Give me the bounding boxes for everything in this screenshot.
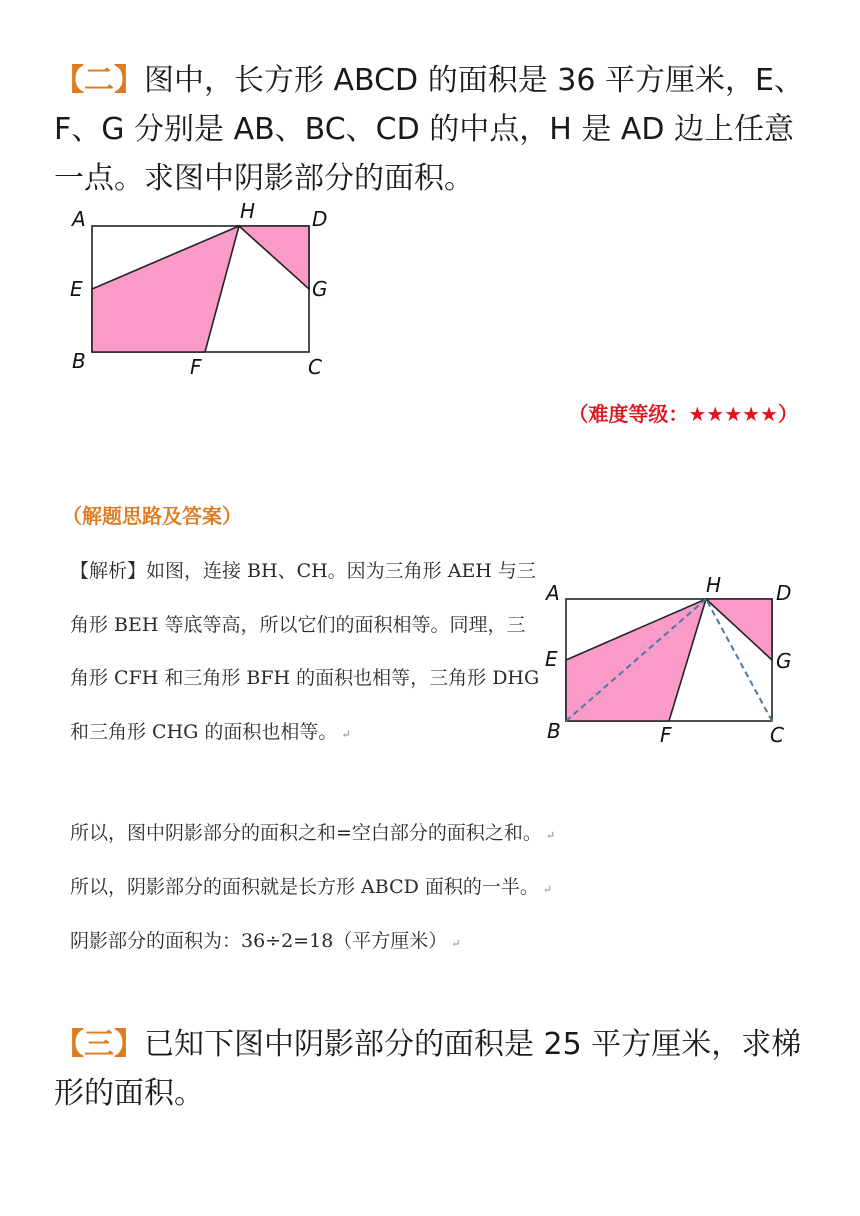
rectangle-figure-1 <box>60 200 360 400</box>
solution-paragraph <box>70 545 540 761</box>
label-d-2: D <box>776 581 792 605</box>
label-b: B <box>72 349 86 373</box>
shaded-triangle-hdg-2 <box>706 599 772 660</box>
label-g-2: G <box>776 649 792 673</box>
shaded-quadrilateral-ebfh <box>92 226 239 352</box>
label-b-2: B <box>547 719 561 743</box>
solution-line-4 <box>70 926 461 953</box>
shaded-triangle-hdg <box>239 226 309 289</box>
solution-line-3 <box>70 872 552 899</box>
label-g: G <box>312 277 328 301</box>
label-a: A <box>72 207 86 231</box>
answer-heading: （解题思路及答案） <box>62 504 242 528</box>
problem-3-statement <box>54 1020 814 1118</box>
solution-line-2-text: 所以，图中阴影部分的面积之和=空白部分的面积之和。 <box>70 822 542 844</box>
paragraph-mark-icon: ↵ <box>341 727 351 741</box>
label-h-2: H <box>706 573 722 597</box>
solution-line-3-text: 所以，阴影部分的面积就是长方形 ABCD 面积的一半。 <box>70 876 539 898</box>
problem-2-text: 图中，长方形 ABCD 的面积是 36 平方厘米，E、F、G 分别是 AB、BC、CD 的中点，H 是 AD 边上任意一点。求图中阴影部分的面积。 <box>54 63 804 196</box>
solution-paragraph-text: 【解析】如图，连接 BH、CH。因为三角形 AEH 与三角形 BEH 等底等高，所以它们的面积相等。同理，三角形 CFH 和三角形 BFH 的面积也相等，三角形 DHG 和三角形 CHG 的面积也相等。 <box>70 560 540 743</box>
label-h: H <box>240 200 256 223</box>
label-c: C <box>308 355 322 379</box>
paragraph-mark-icon: ↵ <box>542 883 553 896</box>
label-f: F <box>190 355 202 379</box>
problem-3-text: 已知下图中阴影部分的面积是 25 平方厘米，求梯形的面积。 <box>54 1027 802 1111</box>
label-e: E <box>70 277 83 301</box>
label-f-2: F <box>660 723 672 747</box>
problem-3-number: 【三】 <box>54 1027 144 1062</box>
solution-line-4-text: 阴影部分的面积为：36÷2=18（平方厘米） <box>70 930 448 952</box>
paragraph-mark-icon: ↵ <box>545 829 556 842</box>
label-e-2: E <box>545 647 558 671</box>
paragraph-mark-icon: ↵ <box>451 937 461 950</box>
difficulty-rating: （难度等级：★★★★★） <box>568 402 798 426</box>
label-a-2: A <box>546 581 560 605</box>
label-c-2: C <box>770 723 784 747</box>
rectangle-figure-2 <box>540 570 810 750</box>
problem-2-number: 【二】 <box>54 63 144 98</box>
label-d: D <box>312 207 328 231</box>
solution-line-2 <box>70 818 555 845</box>
problem-2-statement <box>54 56 814 203</box>
